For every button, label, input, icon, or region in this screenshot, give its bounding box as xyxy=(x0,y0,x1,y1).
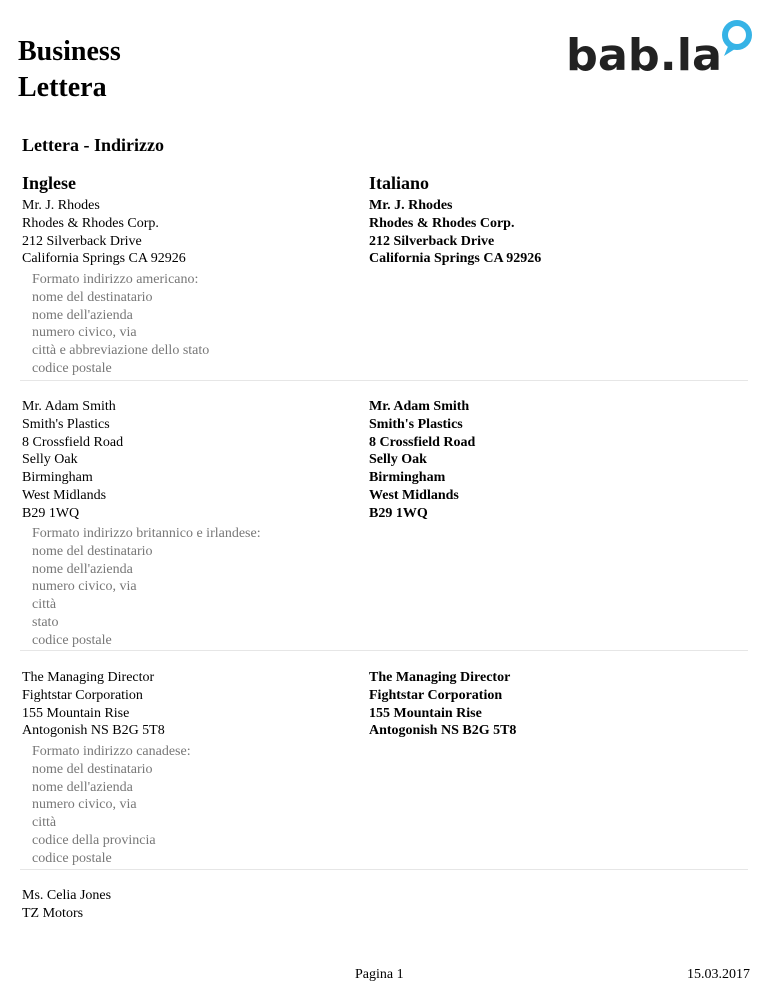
address-line: Smith's Plastics xyxy=(22,416,110,432)
format-note xyxy=(32,743,191,868)
address-line: Selly Oak xyxy=(22,452,78,468)
italian-address xyxy=(369,669,516,740)
note-line: codice della provincia xyxy=(32,832,156,848)
address-line: Ms. Celia Jones xyxy=(22,888,112,903)
note-line: nome del destinatario xyxy=(32,289,153,305)
format-note xyxy=(32,525,261,650)
address-line: 8 Crossfield Road xyxy=(369,434,476,450)
note-line: nome del destinatario xyxy=(32,543,153,559)
address-line: West Midlands xyxy=(369,487,459,503)
note-line: Formato indirizzo britannico e irlandese: xyxy=(32,526,261,541)
address-line: Birmingham xyxy=(369,470,446,486)
note-line: codice postale xyxy=(32,360,112,376)
entry-divider xyxy=(20,869,748,870)
note-line: città xyxy=(32,597,57,613)
address-line: Mr. J. Rhodes xyxy=(369,198,453,213)
address-line: West Midlands xyxy=(22,487,107,503)
column-header-english: Inglese xyxy=(22,173,76,193)
address-line: TZ Motors xyxy=(22,905,84,921)
address-line: Mr. J. Rhodes xyxy=(22,198,100,213)
address-line: Antogonish NS B2G 5T8 xyxy=(22,723,165,739)
address-line: Rhodes & Rhodes Corp. xyxy=(369,215,515,231)
note-line: codice postale xyxy=(32,632,112,648)
note-line: nome dell'azienda xyxy=(32,307,133,323)
note-line: Formato indirizzo canadese: xyxy=(32,744,191,759)
page-number: Pagina 1 xyxy=(355,967,404,982)
note-line: numero civico, via xyxy=(32,797,137,813)
title-line-business: Business xyxy=(18,36,121,67)
address-line: Fightstar Corporation xyxy=(369,687,503,703)
address-line: Smith's Plastics xyxy=(369,416,463,432)
english-address xyxy=(22,398,123,523)
english-address xyxy=(22,887,111,923)
entry-divider xyxy=(20,650,748,651)
note-line: nome dell'azienda xyxy=(32,561,133,577)
entry-divider xyxy=(20,380,748,381)
note-line: città e abbreviazione dello stato xyxy=(32,343,210,359)
document-title xyxy=(18,34,121,106)
address-line: Birmingham xyxy=(22,470,93,486)
document-date: 15.03.2017 xyxy=(687,967,750,982)
address-line: Selly Oak xyxy=(369,452,427,468)
italian-address xyxy=(369,197,541,268)
english-address xyxy=(22,197,186,268)
note-line: nome del destinatario xyxy=(32,761,153,777)
address-line: 8 Crossfield Road xyxy=(22,434,124,450)
section-title: Lettera - Indirizzo xyxy=(22,135,164,155)
italian-address xyxy=(369,398,475,523)
address-line: Mr. Adam Smith xyxy=(22,399,116,414)
note-line: stato xyxy=(32,614,59,630)
address-line: 155 Mountain Rise xyxy=(22,705,130,721)
speech-bubble-icon xyxy=(724,23,749,56)
address-line: The Managing Director xyxy=(369,670,511,685)
note-line: Formato indirizzo americano: xyxy=(32,272,199,287)
title-line-lettera: Lettera xyxy=(18,72,107,103)
address-line: 155 Mountain Rise xyxy=(369,705,482,721)
address-line: California Springs CA 92926 xyxy=(22,251,186,267)
address-line: B29 1WQ xyxy=(22,505,80,521)
note-line: numero civico, via xyxy=(32,579,137,595)
address-line: B29 1WQ xyxy=(369,505,428,521)
address-line: Fightstar Corporation xyxy=(22,687,143,703)
note-line: codice postale xyxy=(32,850,112,866)
address-line: 212 Silverback Drive xyxy=(22,233,142,249)
babla-logo xyxy=(566,14,756,80)
note-line: nome dell'azienda xyxy=(32,779,133,795)
address-line: California Springs CA 92926 xyxy=(369,251,542,267)
english-address xyxy=(22,669,165,740)
address-line: Antogonish NS B2G 5T8 xyxy=(369,723,517,739)
logo-wordmark: bab.la xyxy=(566,30,722,80)
address-line: 212 Silverback Drive xyxy=(369,233,495,249)
format-note xyxy=(32,271,209,378)
address-line: Rhodes & Rhodes Corp. xyxy=(22,215,159,231)
note-line: città xyxy=(32,815,57,831)
note-line: numero civico, via xyxy=(32,325,137,341)
column-header-italian: Italiano xyxy=(369,173,430,193)
address-line: The Managing Director xyxy=(22,670,155,685)
address-line: Mr. Adam Smith xyxy=(369,399,470,414)
